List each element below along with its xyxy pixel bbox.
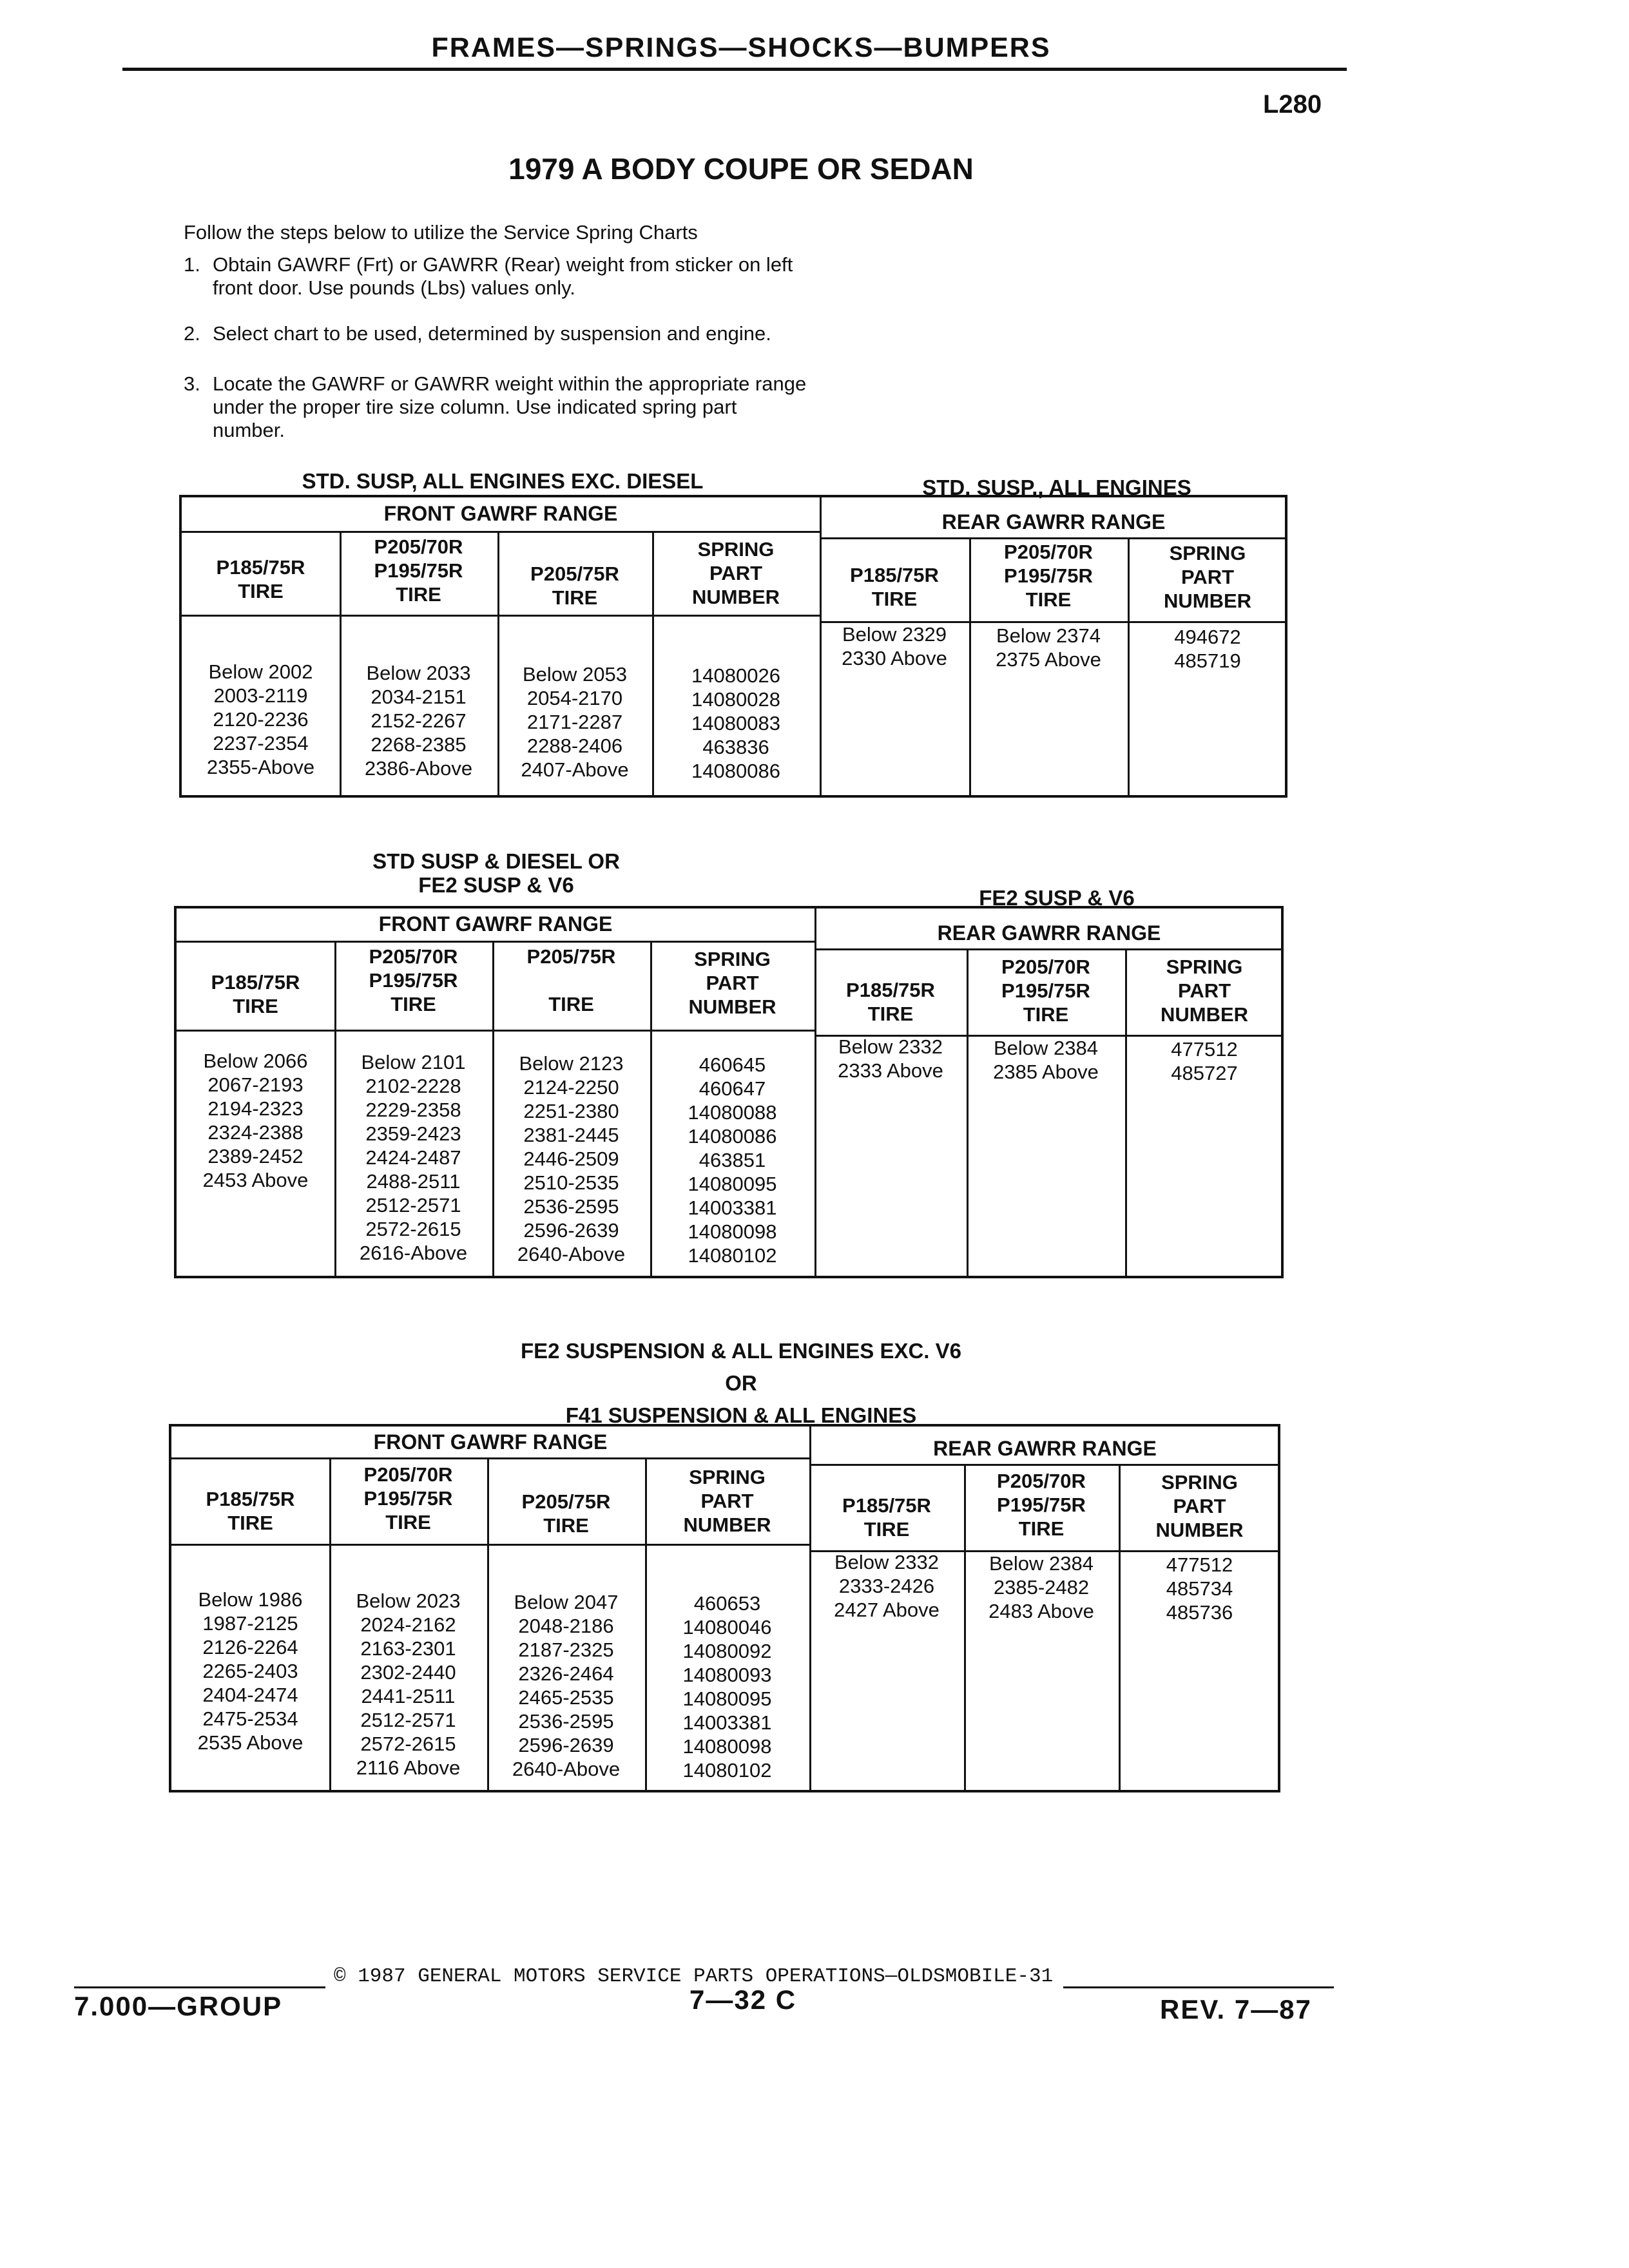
step-text-2: Select chart to be used, determined by suspension and engine. (213, 322, 771, 345)
table-column: 460645 460647 14080088 14080086 463851 14080095 14003381 14080098 14080102 (688, 1053, 777, 1267)
table-divider (815, 908, 816, 1276)
footer-rule-left (74, 1986, 325, 1988)
table-column: Below 2101 2102-2228 2229-2358 2359-2423 2424-2487 2488-2511 2512-2571 2572-2615 2616-Above (359, 1051, 468, 1264)
step-text-3: Locate the GAWRF or GAWRR weight within the appropriate range under the proper tire size column. Use indicated spring part number. (213, 372, 807, 441)
col-header: P185/75R TIRE (842, 1494, 931, 1541)
chart-1-front-label: STD. SUSP, ALL ENGINES EXC. DIESEL (302, 469, 704, 493)
table-column: Below 2332 2333-2426 2427 Above (834, 1551, 940, 1621)
table-column: Below 2384 2385 Above (993, 1037, 1099, 1083)
step-number-1: 1. (184, 253, 200, 276)
header-rule (122, 68, 1347, 71)
table-column: Below 2332 2333 Above (838, 1035, 943, 1082)
step-text-1: Obtain GAWRF (Frt) or GAWRR (Rear) weight from sticker on left front door. Use pounds (Lbs) values only. (213, 253, 793, 299)
col-header: SPRING PART NUMBER (1155, 1471, 1244, 1541)
col-header: P205/70R P195/75R TIRE (363, 1463, 453, 1533)
col-header: P185/75R TIRE (211, 971, 300, 1017)
col-header: P185/75R TIRE (216, 556, 305, 602)
table-rule (171, 1457, 809, 1459)
col-header: P205/70R P195/75R TIRE (369, 945, 458, 1015)
col-header: P205/70R P195/75R TIRE (1004, 541, 1093, 611)
table-column: Below 2374 2375 Above (996, 624, 1101, 671)
table-column: 477512 485727 (1171, 1038, 1238, 1084)
page-code: L280 (1263, 90, 1322, 119)
step-number-3: 3. (184, 372, 200, 395)
table-column: Below 2066 2067-2193 2194-2323 2324-2388 2389-2452 2453 Above (202, 1050, 309, 1191)
table-rule (182, 531, 820, 533)
table-column: Below 2123 2124-2250 2251-2380 2381-2445 2446-2509 2510-2535 2536-2595 2596-2639 2640-Above (517, 1052, 626, 1265)
front-range-heading: FRONT GAWRF RANGE (378, 912, 613, 936)
col-header: SPRING PART NUMBER (691, 538, 780, 608)
rear-range-heading: REAR GAWRR RANGE (933, 1437, 1157, 1460)
chart-3-label: FE2 SUSPENSION & ALL ENGINES EXC. V6 OR F41 SUSPENSION & ALL ENGINES (521, 1339, 961, 1427)
table-column: 14080026 14080028 14080083 463836 14080086 (691, 664, 780, 782)
col-header: P205/70R P195/75R TIRE (1001, 956, 1090, 1026)
col-header: P205/70R P195/75R TIRE (374, 535, 463, 606)
footer-revision: REV. 7—87 (1160, 1994, 1312, 2024)
instructions-intro: Follow the steps below to utilize the Service Spring Charts (184, 221, 698, 244)
rear-range-heading: REAR GAWRR RANGE (937, 921, 1161, 945)
footer-rule-right (1063, 1986, 1334, 1988)
col-header: P205/75R TIRE (526, 945, 616, 1015)
col-header: SPRING PART NUMBER (683, 1466, 771, 1536)
col-header: SPRING PART NUMBER (688, 948, 776, 1018)
col-header: SPRING PART NUMBER (1160, 956, 1249, 1026)
table-column: 460653 14080046 14080092 14080093 14080095 14003381 14080098 14080102 (682, 1592, 772, 1782)
table-column: Below 2023 2024-2162 2163-2301 2302-2440 2441-2511 2512-2571 2572-2615 2116 Above (356, 1590, 461, 1779)
table-column: Below 1986 1987-2125 2126-2264 2265-2403 2404-2474 2475-2534 2535 Above (197, 1588, 304, 1754)
table-rule (171, 1544, 809, 1546)
table-column: Below 2002 2003-2119 2120-2236 2237-2354 2355-Above (206, 660, 315, 778)
table-rule (182, 615, 820, 617)
table-column: Below 2047 2048-2186 2187-2325 2326-2464 2465-2535 2536-2595 2596-2639 2640-Above (512, 1591, 621, 1780)
footer-group: 7.000—GROUP (74, 1991, 283, 2021)
chart-2-front-label: STD SUSP & DIESEL OR FE2 SUSP & V6 (372, 849, 620, 897)
table-column: Below 2033 2034-2151 2152-2267 2268-2385 2386-Above (364, 662, 473, 780)
table-rule (809, 1464, 1280, 1466)
table-column: Below 2053 2054-2170 2171-2287 2288-2406 2407-Above (521, 663, 629, 781)
chart-1-rear-label: STD. SUSP., ALL ENGINES (922, 476, 1191, 499)
col-header: P205/70R P195/75R TIRE (997, 1470, 1086, 1540)
document-title: 1979 A BODY COUPE OR SEDAN (508, 152, 974, 186)
col-header: P185/75R TIRE (850, 564, 939, 610)
spring-chart-2 (174, 906, 1284, 1278)
table-column: Below 2329 2330 Above (842, 623, 947, 669)
table-column: Below 2384 2385-2482 2483 Above (988, 1552, 1094, 1622)
chart-2-rear-label: FE2 SUSP & V6 (979, 886, 1135, 910)
table-rule (177, 941, 815, 943)
col-header: P205/75R TIRE (521, 1490, 611, 1537)
spring-chart-3 (169, 1424, 1280, 1792)
table-rule (815, 948, 1284, 950)
rear-range-heading: REAR GAWRR RANGE (941, 510, 1166, 533)
spring-chart-1 (179, 495, 1287, 798)
table-column: 494672 485719 (1174, 626, 1241, 672)
col-header: P185/75R TIRE (846, 979, 935, 1025)
footer-copyright: © 1987 GENERAL MOTORS SERVICE PARTS OPERATIONS—OLDSMOBILE-31 (334, 1965, 1054, 1988)
col-header: P205/75R TIRE (530, 562, 619, 609)
front-range-heading: FRONT GAWRF RANGE (373, 1430, 608, 1454)
front-range-heading: FRONT GAWRF RANGE (383, 502, 618, 525)
table-rule (177, 1030, 815, 1032)
col-header: P185/75R TIRE (206, 1488, 295, 1534)
footer-page-number: 7—32 C (689, 1984, 797, 2015)
section-title: FRAMES—SPRINGS—SHOCKS—BUMPERS (431, 32, 1051, 63)
step-number-2: 2. (184, 322, 200, 345)
col-header: SPRING PART NUMBER (1163, 542, 1252, 612)
table-rule (820, 537, 1287, 539)
table-column: 477512 485734 485736 (1166, 1553, 1233, 1624)
